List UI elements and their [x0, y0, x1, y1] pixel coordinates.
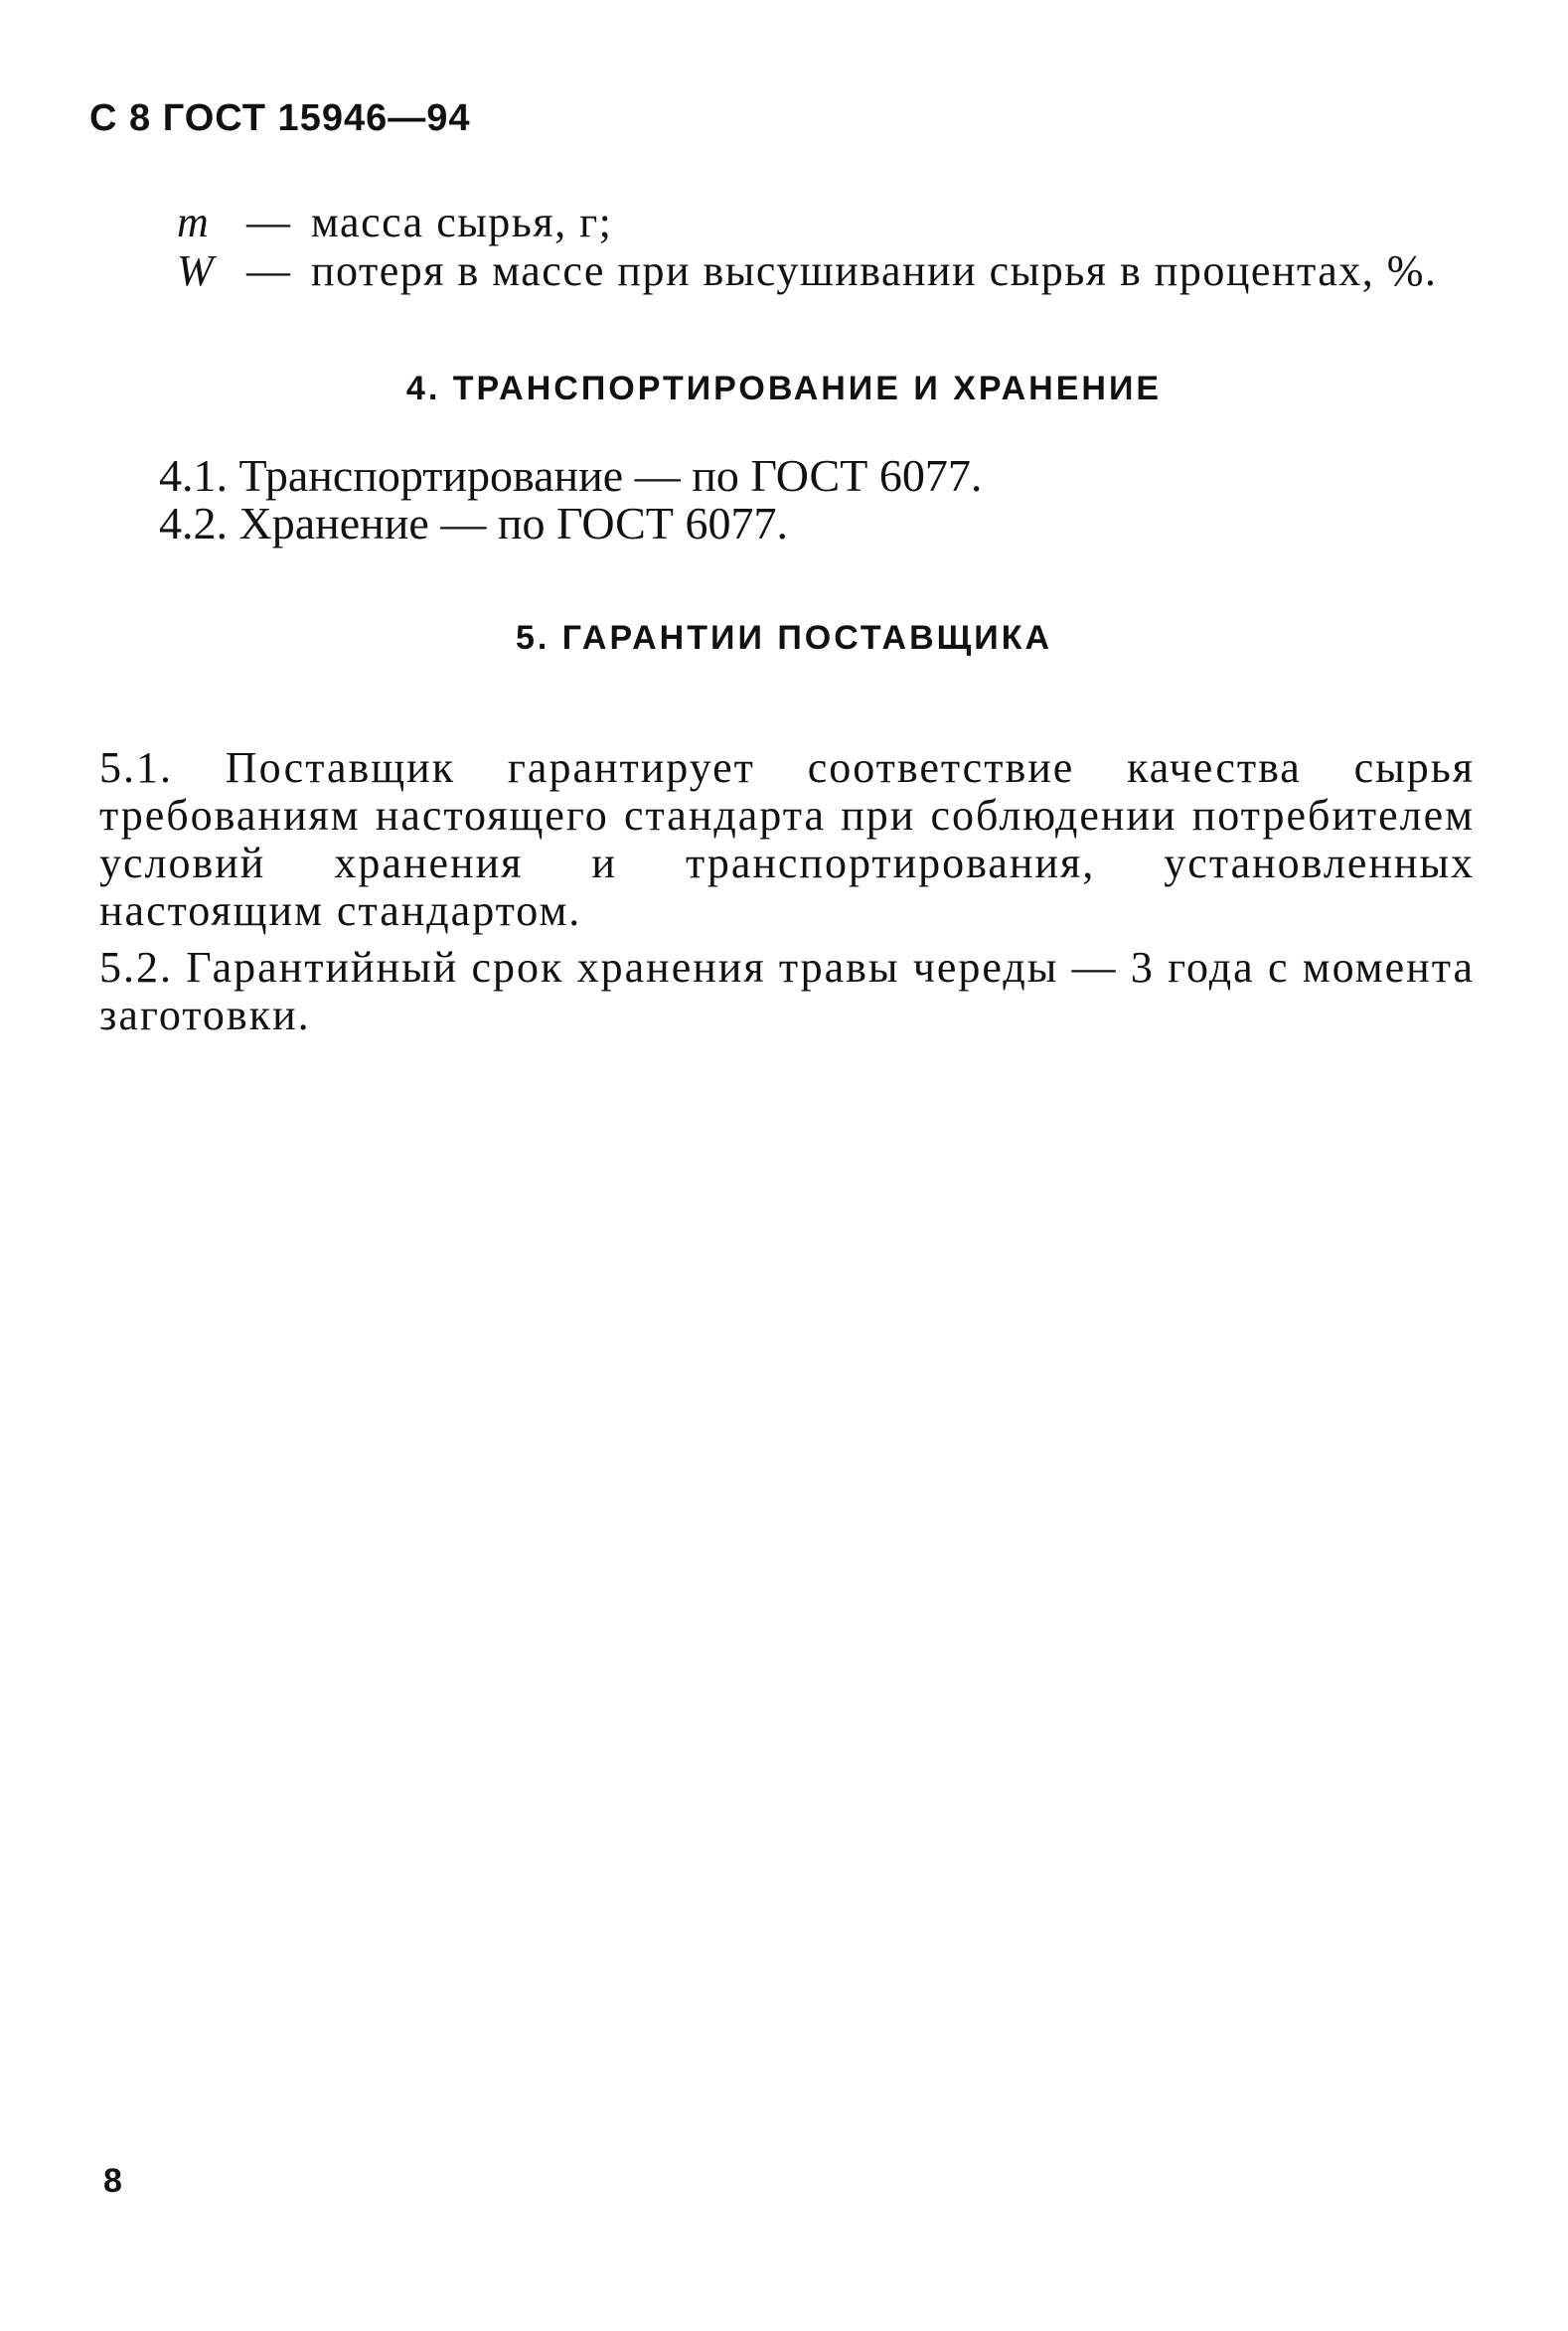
formula-legend-w: [177, 245, 1437, 296]
formula-legend-m: [177, 197, 612, 247]
clause-5-2: 5.2. Гарантийный срок хранения травы череды — 3 года с момента заготовки.: [99, 943, 1475, 1039]
clause-4-1: 4.1. Транспортирование — по ГОСТ 6077.: [159, 450, 983, 501]
clause-4-2: 4.2. Хранение — по ГОСТ 6077.: [159, 498, 788, 548]
page-number: 8: [103, 2162, 122, 2200]
legend-dash: —: [246, 246, 292, 295]
legend-symbol-m: m: [177, 198, 211, 246]
legend-text-m: масса сырья, г;: [311, 198, 613, 246]
clause-5-1: 5.1. Поставщик гарантирует соответствие качества сырья требованиям настоящего стандарта при соблюдении потребителем условий хранения и транспортирования, установленных настоящим стандартом.: [99, 743, 1475, 935]
section-4-heading: 4. ТРАНСПОРТИРОВАНИЕ И ХРАНЕНИЕ: [405, 370, 1163, 407]
legend-text-w: потеря в массе при высушивании сырья в процентах, %.: [311, 246, 1438, 295]
legend-symbol-w: W: [177, 246, 216, 295]
legend-dash: —: [246, 198, 292, 246]
section-5-heading: 5. ГАРАНТИИ ПОСТАВЩИКА: [515, 619, 1053, 657]
running-header: С 8 ГОСТ 15946—94: [89, 97, 471, 139]
